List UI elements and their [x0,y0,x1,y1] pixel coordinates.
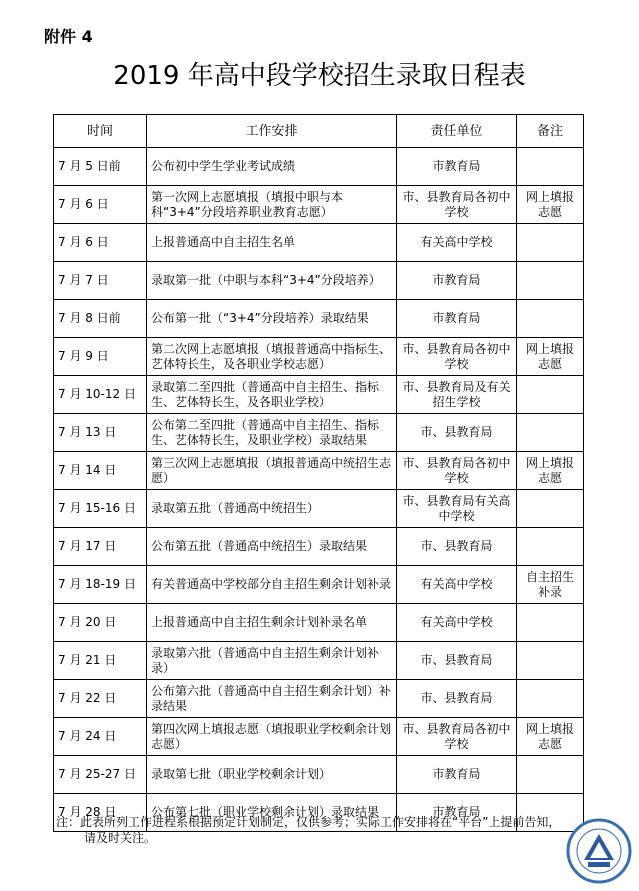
table-row [54,604,584,642]
unit-cell: 市、县教育局各初中学校 [397,186,517,224]
unit-cell: 有关高中学校 [397,604,517,642]
table-row [54,642,584,680]
task-cell: 公布第二至四批（普通高中自主招生、指标生、艺体特长生，及职业学校）录取结果 [147,414,397,452]
header-date: 时间 [54,115,147,148]
unit-cell: 市、县教育局 [397,528,517,566]
table-row [54,528,584,566]
note-cell [517,604,584,642]
task-cell: 录取第六批（普通高中自主招生剩余计划补录） [147,642,397,680]
table-row [54,224,584,262]
unit-cell: 有关高中学校 [397,566,517,604]
task-cell: 公布第五批（普通高中统招生）录取结果 [147,528,397,566]
task-cell: 第四次网上填报志愿（填报职业学校剩余计划志愿） [147,718,397,756]
table-row [54,148,584,186]
note-cell: 网上填报志愿 [517,452,584,490]
table-row [54,414,584,452]
task-cell: 公布第六批（普通高中自主招生剩余计划）补录结果 [147,680,397,718]
unit-cell: 市、县教育局 [397,680,517,718]
unit-cell: 市、县教育局各初中学校 [397,718,517,756]
task-cell: 上报普通高中自主招生剩余计划补录名单 [147,604,397,642]
note-cell: 网上填报志愿 [517,186,584,224]
date-cell: 7 月 6 日 [54,224,147,262]
date-cell: 7 月 8 日前 [54,300,147,338]
note-cell [517,490,584,528]
note-cell [517,224,584,262]
note-cell [517,756,584,794]
note-cell [517,300,584,338]
unit-cell: 市、县教育局各初中学校 [397,338,517,376]
seal-logo-icon [566,818,632,884]
task-cell: 第三次网上志愿填报（填报普通高中统招生志愿） [147,452,397,490]
unit-cell: 市、县教育局有关高中学校 [397,490,517,528]
date-cell: 7 月 22 日 [54,680,147,718]
task-cell: 上报普通高中自主招生名单 [147,224,397,262]
date-cell: 7 月 15-16 日 [54,490,147,528]
date-cell: 7 月 17 日 [54,528,147,566]
attachment-label: 附件 4 [44,27,93,46]
task-cell: 第一次网上志愿填报（填报中职与本科“3+4”分段培养职业教育志愿） [147,186,397,224]
table-row [54,566,584,604]
unit-cell: 市教育局 [397,794,517,832]
date-cell: 7 月 5 日前 [54,148,147,186]
task-cell: 录取第七批（职业学校剩余计划） [147,756,397,794]
date-cell: 7 月 28 日 [54,794,147,832]
header-unit: 责任单位 [397,115,517,148]
header-task: 工作安排 [147,115,397,148]
note-cell [517,642,584,680]
note-cell: 网上填报志愿 [517,718,584,756]
date-cell: 7 月 20 日 [54,604,147,642]
footnote-line-1: 注：此表所列工作进程系根据预定计划制定，仅供参考；实际工作安排将在“平台”上提前告知， [56,815,561,829]
note-cell [517,528,584,566]
unit-cell: 市教育局 [397,262,517,300]
table-row [54,186,584,224]
table-header-row [54,115,584,148]
task-cell: 有关普通高中学校部分自主招生剩余计划补录 [147,566,397,604]
footnote-line-2: 请及时关注。 [84,831,157,845]
date-cell: 7 月 6 日 [54,186,147,224]
unit-cell: 市、县教育局及有关招生学校 [397,376,517,414]
date-cell: 7 月 21 日 [54,642,147,680]
note-cell: 网上填报志愿 [517,338,584,376]
task-cell: 公布初中学生学业考试成绩 [147,148,397,186]
task-cell: 第二次网上志愿填报（填报普通高中指标生、艺体特长生，及各职业学校志愿） [147,338,397,376]
date-cell: 7 月 24 日 [54,718,147,756]
note-cell [517,262,584,300]
task-cell: 录取第五批（普通高中统招生） [147,490,397,528]
task-cell: 录取第一批（中职与本科“3+4”分段培养） [147,262,397,300]
date-cell: 7 月 10-12 日 [54,376,147,414]
unit-cell: 市教育局 [397,300,517,338]
table-row [54,680,584,718]
note-cell [517,414,584,452]
date-cell: 7 月 7 日 [54,262,147,300]
unit-cell: 市、县教育局 [397,642,517,680]
page-title: 2019 年高中段学校招生录取日程表 [113,61,526,91]
note-cell [517,148,584,186]
unit-cell: 市教育局 [397,148,517,186]
date-cell: 7 月 9 日 [54,338,147,376]
table-row [54,376,584,414]
table-row [54,452,584,490]
unit-cell: 有关高中学校 [397,224,517,262]
task-cell: 公布第一批（“3+4”分段培养）录取结果 [147,300,397,338]
unit-cell: 市、县教育局各初中学校 [397,452,517,490]
table-row [54,718,584,756]
date-cell: 7 月 13 日 [54,414,147,452]
header-note: 备注 [517,115,584,148]
table-row [54,490,584,528]
table-row [54,338,584,376]
table-row [54,756,584,794]
table-row [54,262,584,300]
table-row [54,300,584,338]
schedule-table [53,114,584,832]
unit-cell: 市教育局 [397,756,517,794]
note-cell [517,680,584,718]
date-cell: 7 月 18-19 日 [54,566,147,604]
note-cell: 自主招生补录 [517,566,584,604]
note-cell [517,376,584,414]
task-cell: 公布第七批（职业学校剩余计划）录取结果 [147,794,397,832]
task-cell: 录取第二至四批（普通高中自主招生、指标生、艺体特长生，及各职业学校） [147,376,397,414]
footnote [56,814,616,846]
unit-cell: 市、县教育局 [397,414,517,452]
date-cell: 7 月 14 日 [54,452,147,490]
date-cell: 7 月 25-27 日 [54,756,147,794]
